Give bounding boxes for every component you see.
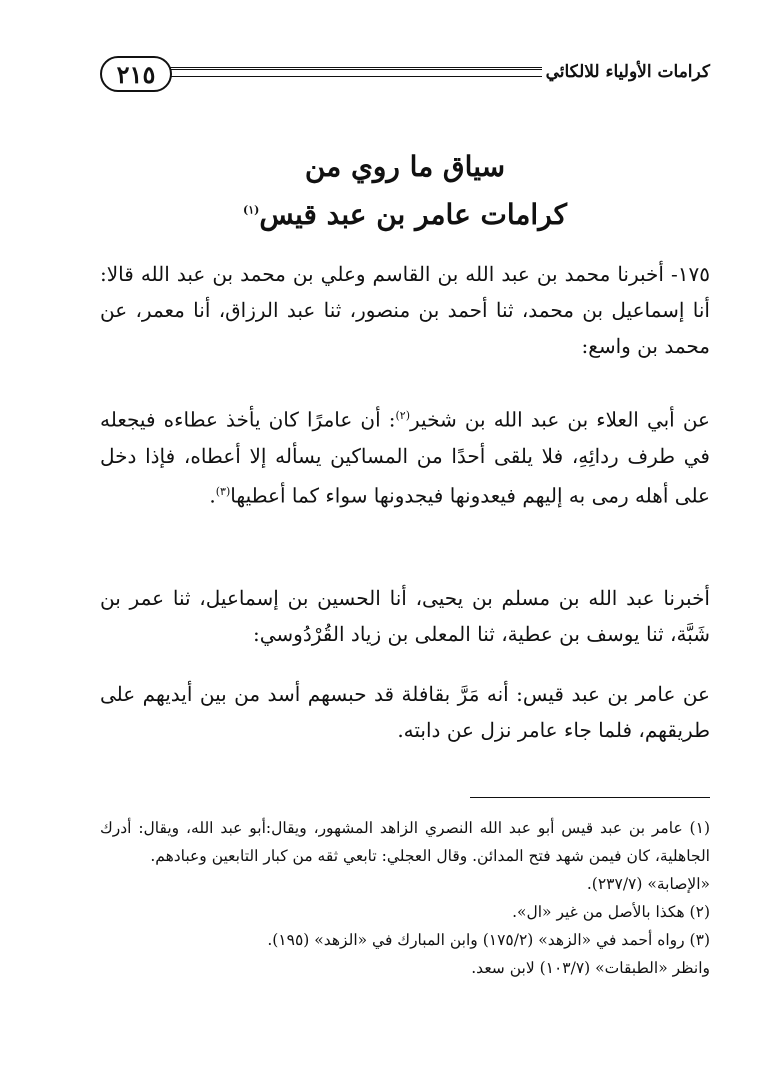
footnote-1-source: «الإصابة» (٢٣٧/٧). [586,875,710,893]
footnote-2: (٢) هكذا بالأصل من غير «ال». [512,903,710,921]
book-title: كرامات الأولياء للالكائي [545,62,710,82]
chapter-title-line2 [100,198,710,231]
paragraph-2-part1: عن أبي العلاء بن عبد الله بن شخير [410,407,710,432]
paragraph-3: أخبرنا عبد الله بن مسلم بن يحيى، أنا الحسين بن إسماعيل، ثنا عمر بن شَبَّة، ثنا يوسف بن عطية، ثنا المعلى بن زياد القُرْدُوسي: [100,586,710,646]
header-rule [170,67,542,77]
footnote-ref-1: (١) [243,203,260,217]
footnote-separator [470,797,710,798]
footnote-ref-3: (٣) [215,484,231,498]
footnote-3-extra: وانظر «الطبقات» (١٠٣/٧) لابن سعد. [471,959,710,977]
footnote-1: (١) عامر بن عبد قيس أبو عبد الله النصري الزاهد المشهور، ويقال:أبو عبد الله، ويقال: أدرك الجاهلية، كان فيمن شهد فتح المدائن. وقال العجلي: تابعي ثقه من كبار التابعين وعبادهم. [100,819,710,865]
page-number: ٢١٥ [100,56,172,92]
paragraph-1: ١٧٥- أخبرنا محمد بن عبد الله بن القاسم وعلي بن محمد بن عبد الله قالا: أنا إسماعيل بن محمد، ثنا أحمد بن منصور، ثنا عبد الرزاق، أنا معمر، عن محمد بن واسع: [100,262,710,358]
paragraph-2-end: . [209,483,216,508]
paragraph-2 [100,398,710,513]
chapter-title-text: كرامات عامر بن عبد قيس [259,198,567,231]
paragraph-2-part2: : أن عامرًا كان يأخذ عطاءه فيجعله في طرف ردائِهِ، فلا يلقى أحدًا من المساكين يسأله إلا أعطاه، فإذا دخل على أهله رمى به إليهم فيعدونها فيجدونها سواء كما أعطيها [100,407,710,508]
page-header [100,56,710,96]
footnote-ref-2: (٢) [395,409,410,422]
chapter-title-line1: سياق ما روي من [304,150,506,183]
footnotes [100,814,710,982]
footnote-3: (٣) رواه أحمد في «الزهد» (١٧٥/٢) وابن المبارك في «الزهد» (١٩٥). [267,931,710,949]
paragraph-4: عن عامر بن عبد قيس: أنه مَرَّ بقافلة قد حبسهم أسد من بين أيديهم على طريقهم، فلما جاء عامر نزل عن دابته. [100,682,710,742]
